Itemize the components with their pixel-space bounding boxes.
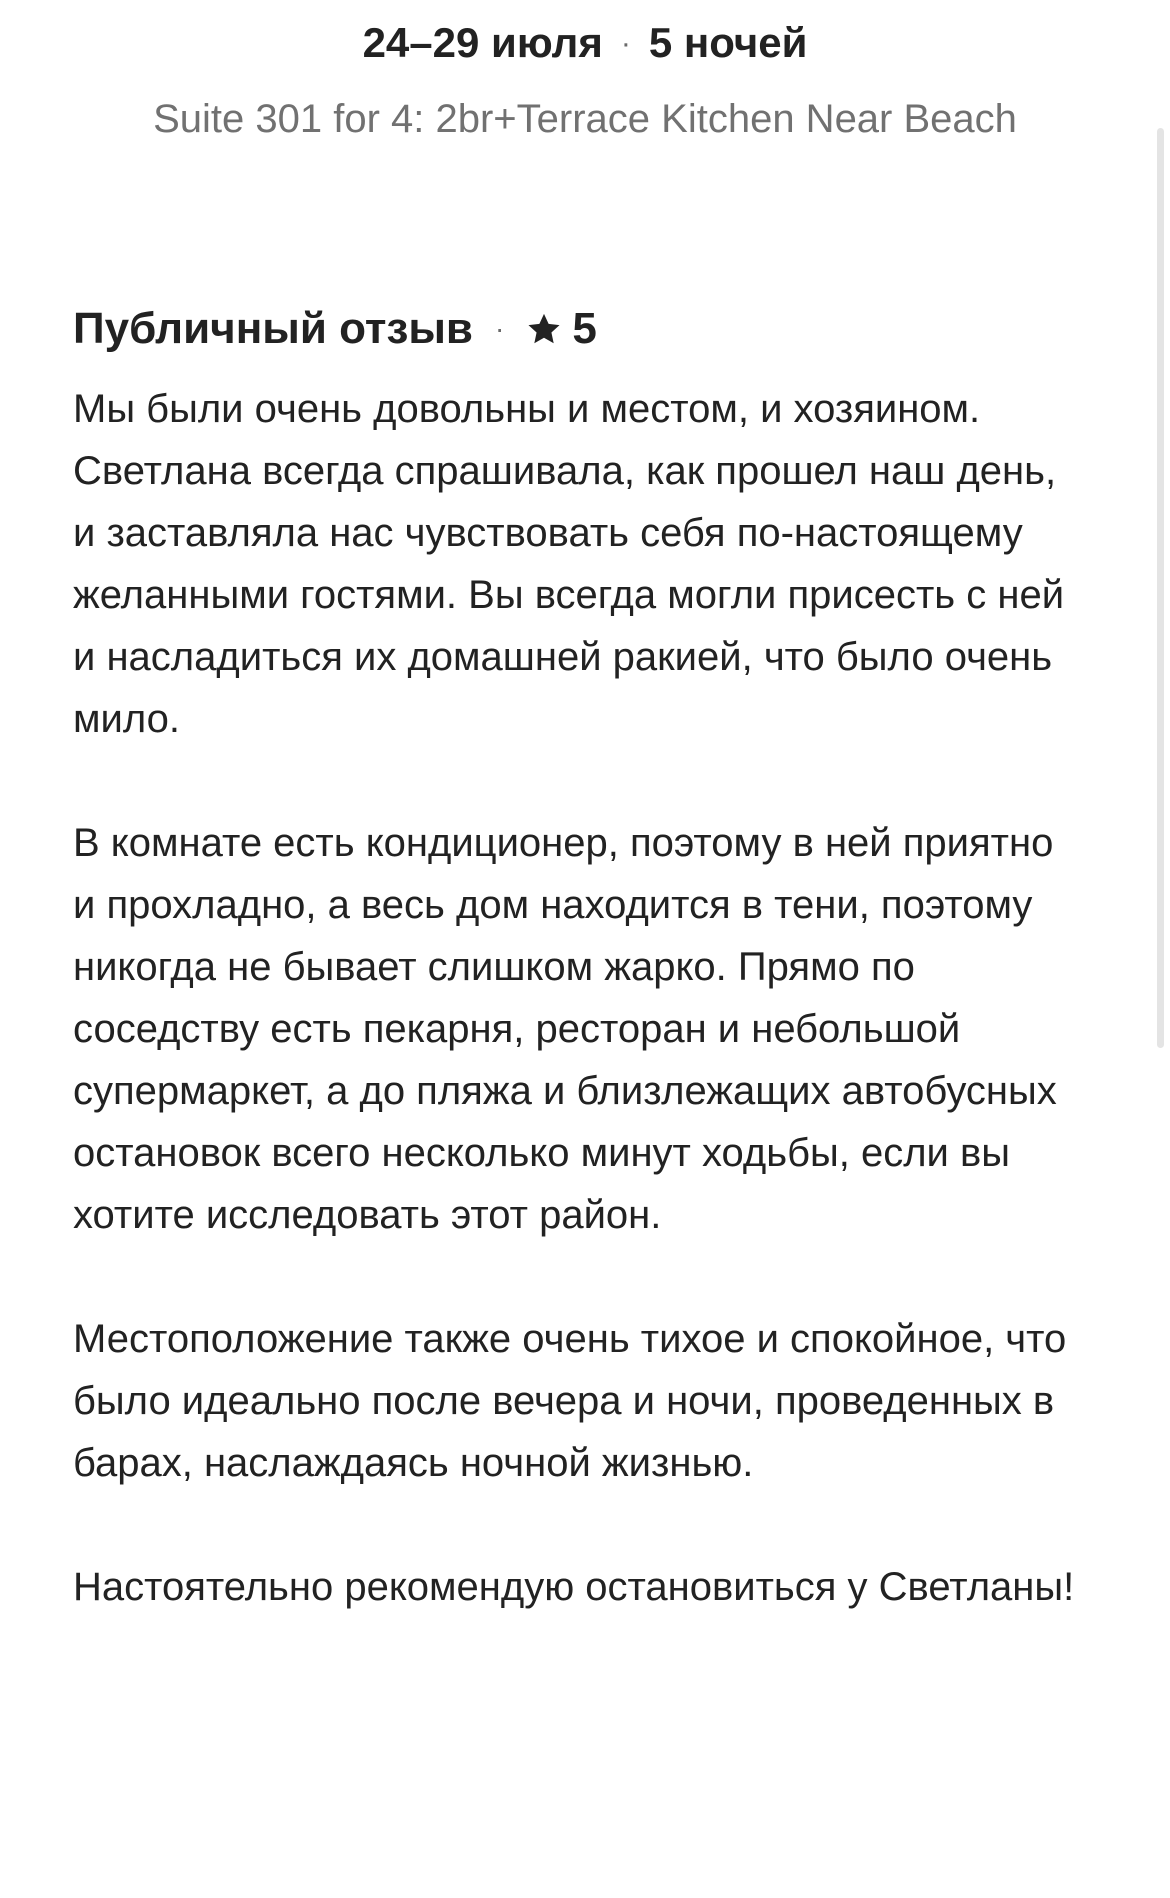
trip-nights: 5 ночей	[648, 19, 808, 66]
public-review-section	[73, 298, 1083, 1680]
review-paragraph: В комнате есть кондиционер, поэтому в ней приятно и прохладно, а весь дом находится в тени, поэтому никогда не бывает слишком жарко. Прямо по соседству есть пекарня, ресторан и небольшой супермаркет, а до пляжа и близлежащих автобусных остановок всего несколько минут ходьбы, если вы хотите исследовать этот район.	[73, 821, 1057, 1237]
review-rating: 5	[572, 304, 597, 353]
review-heading: Публичный отзыв	[73, 304, 473, 353]
listing-title[interactable]: Suite 301 for 4: 2br+Terrace Kitchen Near Beach	[153, 97, 1017, 141]
review-heading-row	[73, 298, 1083, 360]
dot-separator: ·	[494, 313, 505, 344]
review-paragraph: Мы были очень довольны и местом, и хозяином. Светлана всегда спрашивала, как прошел наш день, и заставляла нас чувствовать себя по-настоящему желанными гостями. Вы всегда могли присесть с ней и насладиться их домашней ракией, что было очень мило.	[73, 387, 1065, 741]
review-body	[73, 378, 1083, 1618]
review-paragraph: Настоятельно рекомендую остановиться у Светланы!	[73, 1565, 1075, 1609]
dot-separator: ·	[620, 27, 631, 60]
trip-dates: 24–29 июля	[362, 19, 603, 66]
review-paragraph: Местоположение также очень тихое и спокойное, что было идеально после вечера и ночи, проведенных в барах, наслаждаясь ночной жизнью.	[73, 1317, 1067, 1485]
star-icon	[526, 311, 562, 347]
scrollbar[interactable]	[1157, 128, 1164, 1048]
trip-summary	[0, 14, 1170, 77]
trip-header	[0, 14, 1170, 147]
